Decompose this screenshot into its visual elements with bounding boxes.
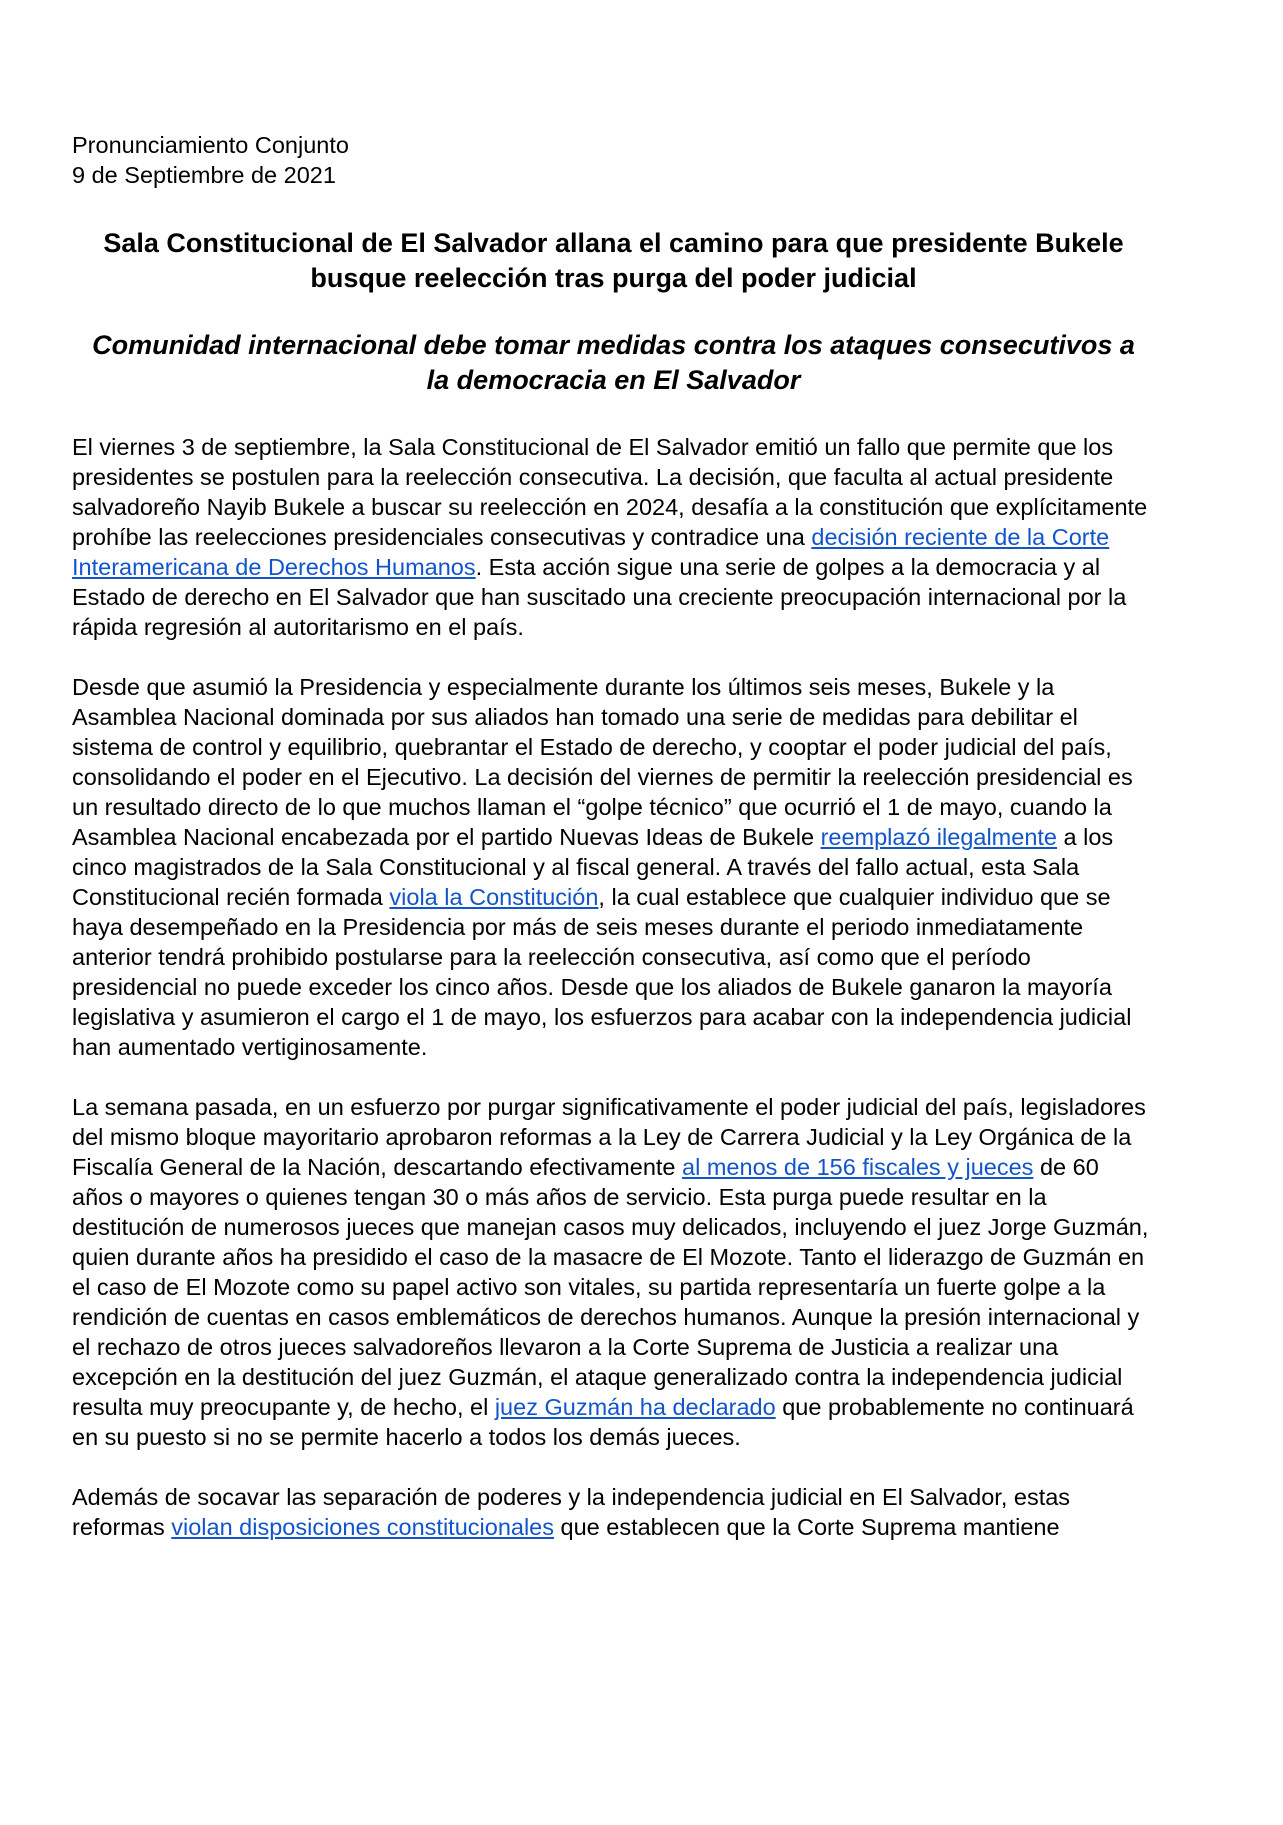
document-title: Sala Constitucional de El Salvador allana el camino para que presidente Bukele busque reelección tras purga del poder judicial xyxy=(103,228,1124,293)
paragraph-2-text-b: a los cinco magistrados de la Sala Constitucional y al fiscal general. A través del fallo actual, esta Sala Constitucional recién formada xyxy=(72,824,1114,910)
link-iachr-decision[interactable]: decisión reciente de la Corte Interamericana de Derechos Humanos xyxy=(72,524,1110,580)
document-subtitle: Comunidad internacional debe tomar medidas contra los ataques consecutivos a la democracia en El Salvador xyxy=(92,330,1135,395)
link-constitutional-provisions[interactable]: violan disposiciones constitucionales xyxy=(171,1514,554,1540)
link-156-prosecutors-judges[interactable]: al menos de 156 fiscales y jueces xyxy=(682,1154,1034,1180)
paragraph-4 xyxy=(72,1482,1155,1542)
paragraph-1 xyxy=(72,432,1155,642)
paragraph-1-text-b: . Esta acción sigue una serie de golpes a la democracia y al Estado de derecho en El Salvador que han suscitado una creciente preocupación internacional por la rápida regresión al autoritarismo en el país. xyxy=(72,554,1127,640)
document-label: Pronunciamiento Conjunto xyxy=(72,132,349,158)
paragraph-3-text-a: La semana pasada, en un esfuerzo por purgar significativamente el poder judicial del país, legisladores del mismo bloque mayoritario aprobaron reformas a la Ley de Carrera Judicial y la Ley Orgánica de la Fiscalía General de la Nación, descartando efectivamente xyxy=(72,1094,1146,1180)
paragraph-2-text-c: , la cual establece que cualquier individuo que se haya desempeñado en la Presidencia por más de seis meses durante el periodo inmediatamente anterior tendrá prohibido postularse para la reelección consecutiva, así como que el período presidencial no puede exceder los cinco años. Desde que los aliados de Bukele ganaron la mayoría legislativa y asumieron el cargo el 1 de mayo, los esfuerzos para acabar con la independencia judicial han aumentado vertiginosamente. xyxy=(72,884,1132,1060)
paragraph-3-text-c: que probablemente no continuará en su puesto si no se permite hacerlo a todos los demás jueces. xyxy=(72,1394,1134,1450)
paragraph-1-text-a: El viernes 3 de septiembre, la Sala Constitucional de El Salvador emitió un fallo que permite que los presidentes se postulen para la reelección consecutiva. La decisión, que faculta al actual presidente salvadoreño Nayib Bukele a buscar su reelección en 2024, desafía a la constitución que explícitamente prohíbe las reelecciones presidenciales consecutivas y contradice una xyxy=(72,434,1148,550)
paragraph-2-text-a: Desde que asumió la Presidencia y especialmente durante los últimos seis meses, Bukele y la Asamblea Nacional dominada por sus aliados han tomado una serie de medidas para debilitar el sistema de control y equilibrio, quebrantar el Estado de derecho, y cooptar el poder judicial del país, consolidando el poder en el Ejecutivo. La decisión del viernes de permitir la reelección presidencial es un resultado directo de lo que muchos llaman el “golpe técnico” que ocurrió el 1 de mayo, cuando la Asamblea Nacional encabezada por el partido Nuevas Ideas de Bukele xyxy=(72,674,1133,850)
document-body xyxy=(72,432,1155,1542)
link-violates-constitution[interactable]: viola la Constitución xyxy=(389,884,599,910)
paragraph-3 xyxy=(72,1092,1155,1452)
document-date: 9 de Septiembre de 2021 xyxy=(72,162,336,188)
paragraph-4-text-b: que establecen que la Corte Suprema mantiene xyxy=(554,1514,1060,1540)
paragraph-3-text-b: de 60 años o mayores o quienes tengan 30 o más años de servicio. Esta purga puede resultar en la destitución de numerosos jueces que manejan casos muy delicados, incluyendo el juez Jorge Guzmán, quien durante años ha presidido el caso de la masacre de El Mozote. Tanto el liderazgo de Guzmán en el caso de El Mozote como su papel activo son vitales, su partida representaría un fuerte golpe a la rendición de cuentas en casos emblemáticos de derechos humanos. Aunque la presión internacional y el rechazo de otros jueces salvadoreños llevaron a la Corte Suprema de Justicia a realizar una excepción en la destitución del juez Guzmán, el ataque generalizado contra la independencia judicial resulta muy preocupante y, de hecho, el xyxy=(72,1154,1149,1420)
link-illegal-replacement[interactable]: reemplazó ilegalmente xyxy=(820,824,1057,850)
link-judge-guzman-declared[interactable]: juez Guzmán ha declarado xyxy=(494,1394,776,1420)
paragraph-4-text-a: Además de socavar las separación de poderes y la independencia judicial en El Salvador, estas reformas xyxy=(72,1484,1071,1540)
paragraph-2 xyxy=(72,672,1155,1062)
